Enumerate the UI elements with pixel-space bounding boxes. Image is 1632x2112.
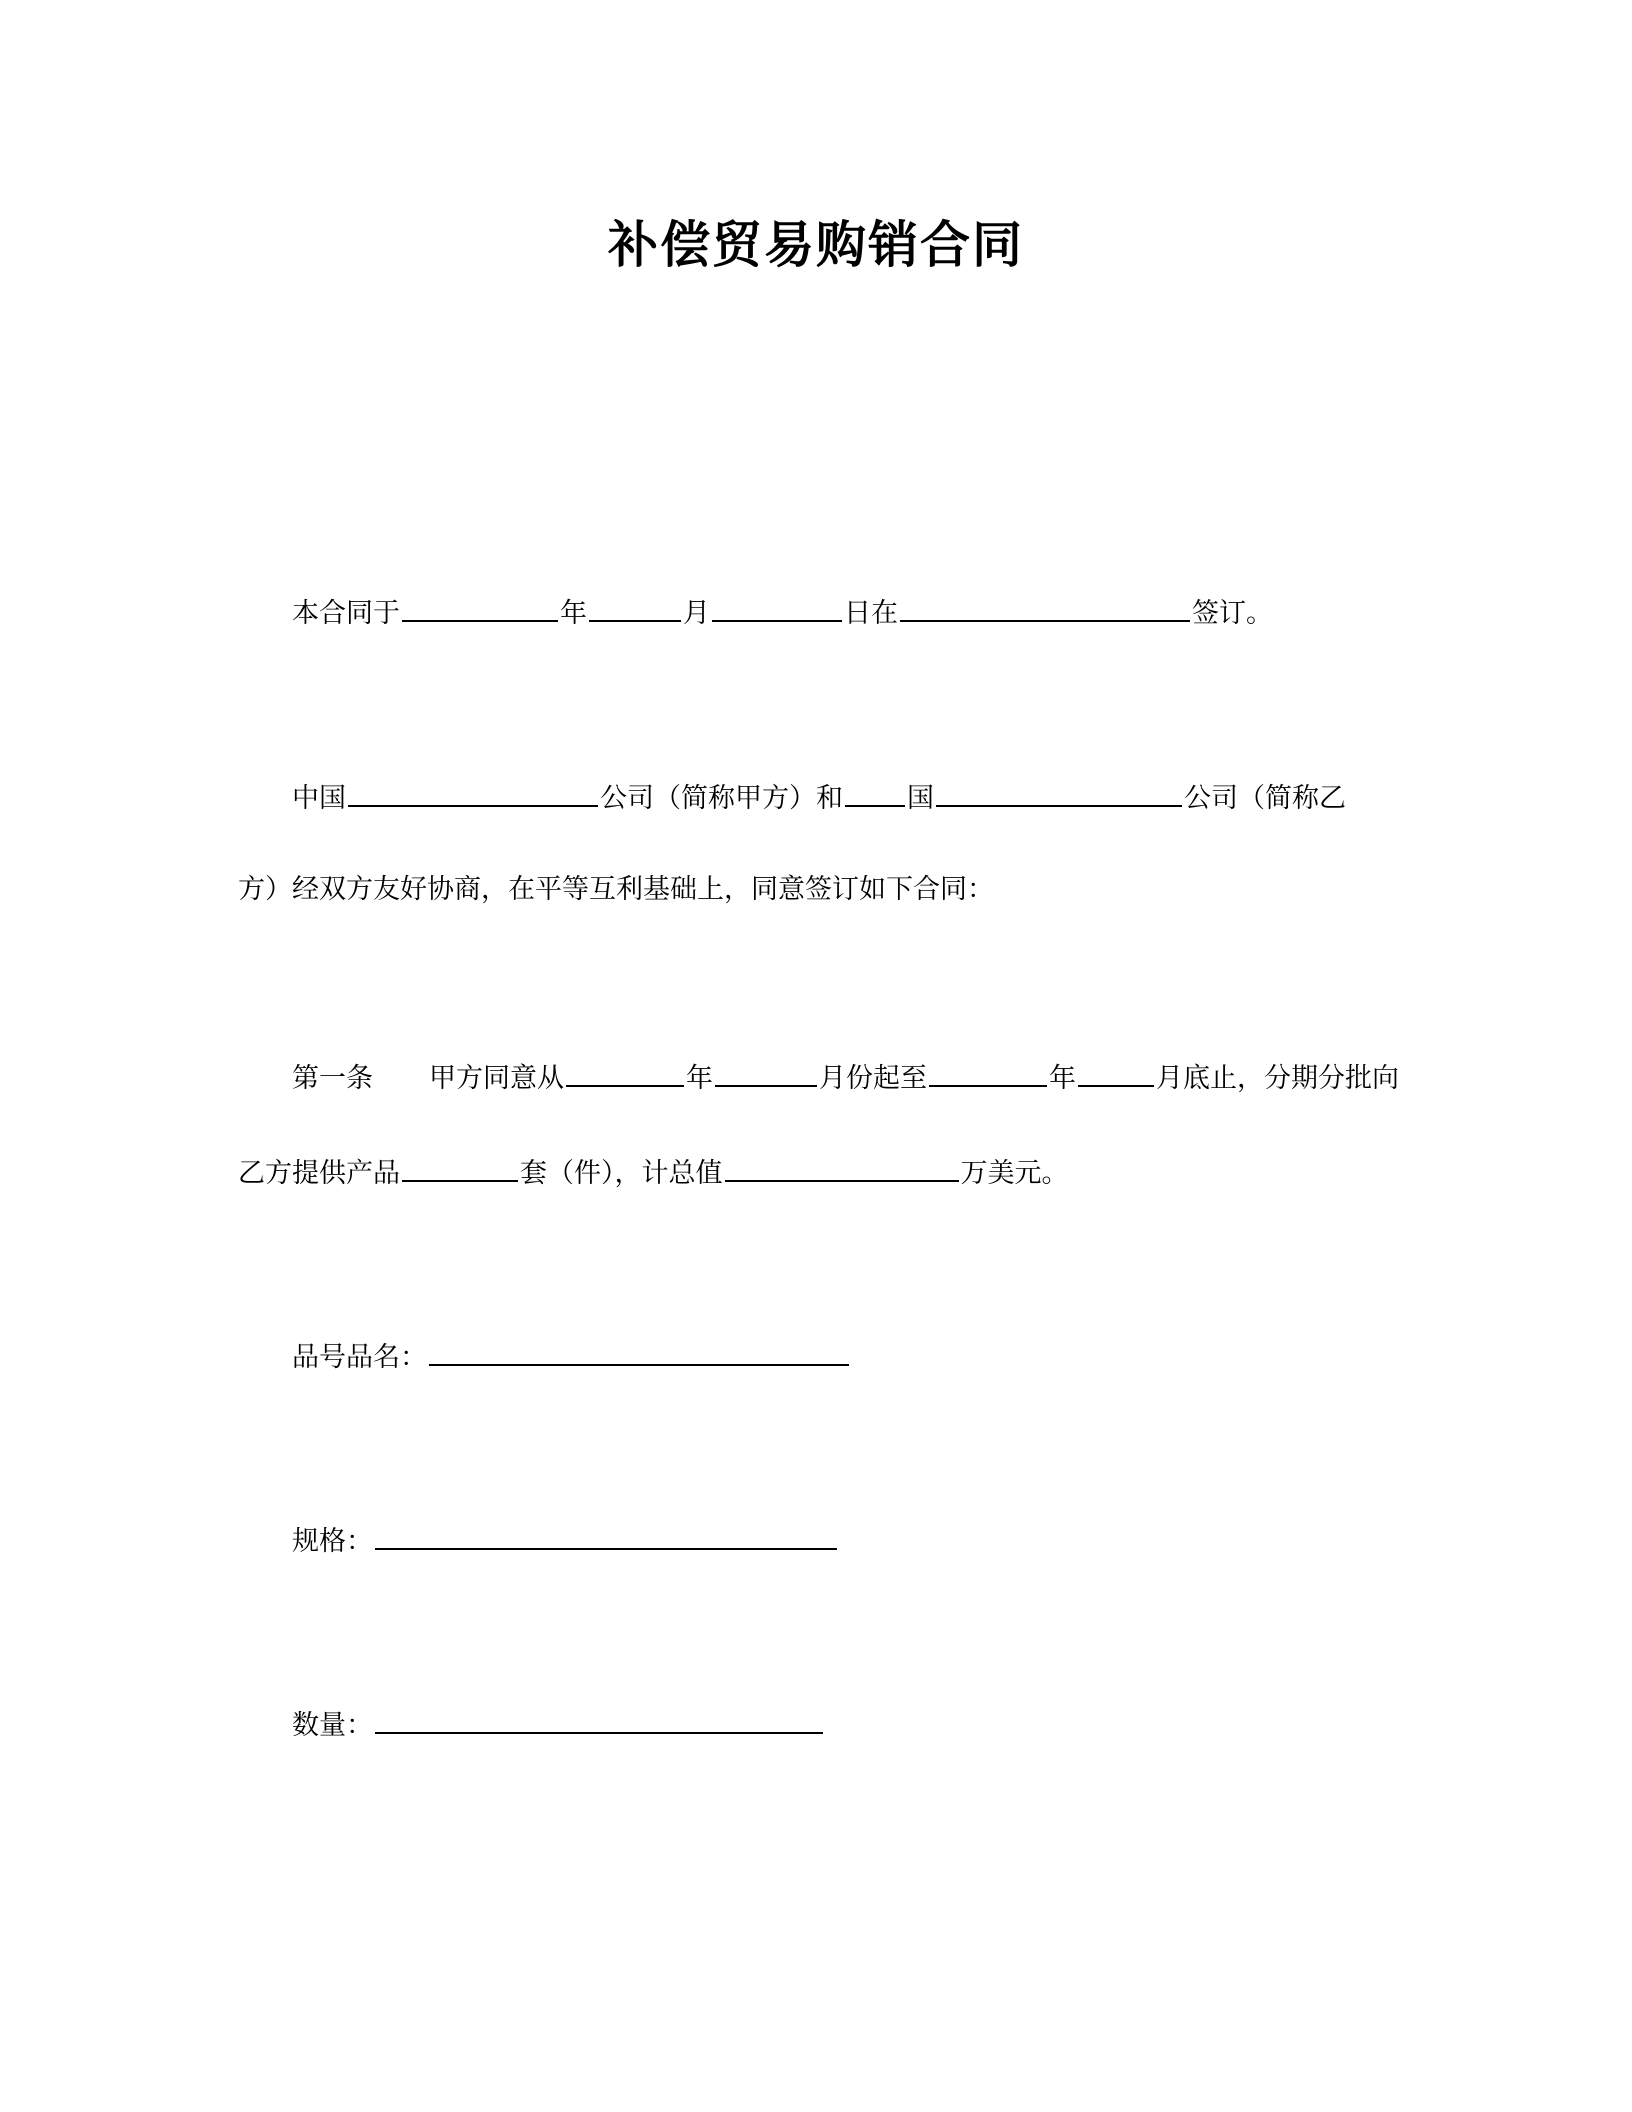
signing-prefix: 本合同于 — [292, 598, 400, 629]
parties-line-1 — [292, 775, 1346, 819]
spec-field — [292, 1518, 839, 1562]
end-month-label: 月底止，分期分批向 — [1156, 1063, 1399, 1094]
product-name-label: 品号品名： — [292, 1342, 427, 1373]
quantity-label: 数量： — [292, 1710, 373, 1741]
quantity-blank[interactable] — [375, 1702, 823, 1734]
sets-blank[interactable] — [402, 1150, 518, 1182]
country-blank[interactable] — [845, 775, 905, 807]
parties-line-2: 方）经双方友好协商，在平等互利基础上，同意签订如下合同： — [238, 874, 994, 905]
party-b-blank[interactable] — [936, 775, 1182, 807]
end-month-blank[interactable] — [1078, 1055, 1154, 1087]
usd-label: 万美元。 — [960, 1158, 1069, 1189]
start-month-label: 月份起至 — [819, 1063, 927, 1094]
product-supply-label: 乙方提供产品 — [238, 1158, 400, 1189]
place-blank[interactable] — [900, 590, 1190, 622]
start-year-blank[interactable] — [566, 1055, 684, 1087]
month-label: 月 — [683, 598, 710, 629]
month-blank[interactable] — [589, 590, 681, 622]
start-month-blank[interactable] — [715, 1055, 817, 1087]
year-label: 年 — [560, 598, 587, 629]
signing-line — [292, 590, 1273, 634]
party-b-label: 公司（简称乙 — [1184, 783, 1346, 814]
end-year-label: 年 — [1049, 1063, 1076, 1094]
year-blank[interactable] — [402, 590, 558, 622]
article1-line-2 — [238, 1150, 1069, 1194]
party-a-blank[interactable] — [348, 775, 598, 807]
total-value-blank[interactable] — [725, 1150, 959, 1182]
day-blank[interactable] — [712, 590, 842, 622]
article1-line-1 — [292, 1055, 1399, 1099]
china-label: 中国 — [292, 783, 346, 814]
product-name-field — [292, 1334, 851, 1378]
spec-blank[interactable] — [375, 1518, 837, 1550]
document-title: 补偿贸易购销合同 — [608, 216, 1024, 274]
party-a-label: 公司（简称甲方）和 — [600, 783, 843, 814]
day-label: 日在 — [844, 598, 898, 629]
spec-label: 规格： — [292, 1526, 373, 1557]
end-year-blank[interactable] — [929, 1055, 1047, 1087]
sets-label: 套（件），计总值 — [520, 1158, 723, 1189]
signing-suffix: 签订。 — [1192, 598, 1273, 629]
start-year-label: 年 — [686, 1063, 713, 1094]
product-name-blank[interactable] — [429, 1334, 849, 1366]
country-label: 国 — [907, 783, 934, 814]
article1-heading: 第一条 — [292, 1063, 373, 1094]
article1-text: 甲方同意从 — [429, 1063, 564, 1094]
quantity-field — [292, 1702, 825, 1746]
